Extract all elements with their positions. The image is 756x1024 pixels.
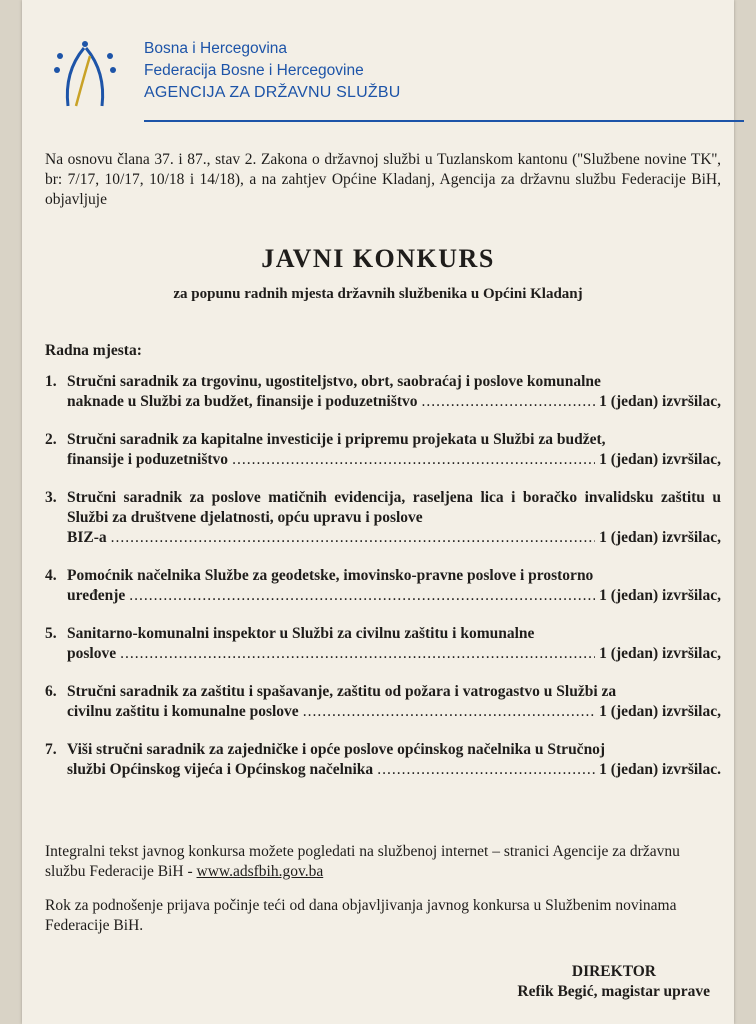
- position-count: 1 (jedan) izvršilac.: [599, 761, 721, 778]
- position-number: 1.: [45, 373, 57, 390]
- dot-leader: [377, 760, 595, 780]
- position-number: 6.: [45, 683, 57, 700]
- position-item: [45, 740, 721, 780]
- agency-line-country: Bosna i Hercegovina: [144, 40, 288, 57]
- position-count: 1 (jedan) izvršilac,: [599, 645, 721, 662]
- position-count: 1 (jedan) izvršilac,: [599, 587, 721, 604]
- position-item: [45, 372, 721, 412]
- agency-header: [44, 28, 734, 123]
- dot-leader: [111, 528, 596, 548]
- position-count: 1 (jedan) izvršilac,: [599, 529, 721, 546]
- deadline-note: Rok za podnošenje prijava počinje teći od dana objavljivanja javnog konkursa u Službenim novinama Federacije BiH.: [45, 897, 677, 934]
- intro-paragraph: Na osnovu člana 37. i 87., stav 2. Zakona o državnoj službi u Tuzlanskom kantonu (''Službene novine TK'', br: 7/17, 10/17, 10/18 i 14/18), a na zahtjev Općine Kladanj, Agencija za državnu službu Federacije BiH, objavljuje: [45, 151, 721, 208]
- agency-name: [144, 38, 401, 104]
- position-title: Stručni saradnik za poslove matičnih evidencija, raseljena lica i boračko invalidsku zaštitu u Službi za društvene djelatnosti, opću upravu i poslove: [67, 489, 721, 526]
- announcement-subtitle: za popunu radnih mjesta državnih službenika u Općini Kladanj: [173, 286, 583, 302]
- position-title-end: poslove: [67, 645, 117, 662]
- position-title-end: naknade u Službi za budžet, finansije i poduzetništvo: [67, 393, 418, 410]
- agency-logo-icon: [54, 36, 116, 118]
- signatory-name: Refik Begić, magistar uprave: [517, 983, 710, 1000]
- position-title: Viši stručni saradnik za zajedničke i opće poslove općinskog načelnika u Stručnoj: [67, 741, 606, 758]
- position-item: [45, 488, 721, 548]
- position-number: 2.: [45, 431, 57, 448]
- full-text-note-text: Integralni tekst javnog konkursa možete pogledati na službenoj internet – stranici Agencije za državnu službu Federacije BiH -: [45, 843, 680, 880]
- signature-block: [517, 962, 710, 1002]
- positions-heading: Radna mjesta:: [45, 342, 142, 359]
- position-number: 5.: [45, 625, 57, 642]
- position-number: 4.: [45, 567, 57, 584]
- announcement-page: [22, 0, 734, 1024]
- agency-line-federation: Federacija Bosne i Hercegovine: [144, 62, 364, 79]
- position-number: 7.: [45, 741, 57, 758]
- position-count: 1 (jedan) izvršilac,: [599, 393, 721, 410]
- dot-leader: [422, 392, 596, 412]
- position-title: Pomoćnik načelnika Službe za geodetske, imovinsko-pravne poslove i prostorno: [67, 567, 594, 584]
- announcement-title: JAVNI KONKURS: [261, 244, 495, 273]
- position-title-end: službi Općinskog vijeća i Općinskog načelnika: [67, 761, 374, 778]
- positions-list: [45, 372, 721, 798]
- position-title-end: BIZ-a: [67, 529, 107, 546]
- position-count: 1 (jedan) izvršilac,: [599, 451, 721, 468]
- position-title: Stručni saradnik za kapitalne investicije i pripremu projekata u Službi za budžet,: [67, 431, 606, 448]
- position-item: [45, 682, 721, 722]
- agency-website-link[interactable]: www.adsfbih.gov.ba: [196, 863, 324, 880]
- signatory-role: DIREKTOR: [571, 963, 656, 980]
- position-title: Sanitarno-komunalni inspektor u Službi za civilnu zaštitu i komunalne: [67, 625, 535, 642]
- dot-leader: [129, 586, 595, 606]
- position-title-end: finansije i poduzetništvo: [67, 451, 229, 468]
- full-text-note: [45, 842, 721, 882]
- position-item: [45, 624, 721, 664]
- position-title: Stručni saradnik za zaštitu i spašavanje, zaštitu od požara i vatrogastvo u Službi za: [67, 683, 617, 700]
- position-title-end: uređenje: [67, 587, 126, 604]
- header-divider: [144, 120, 744, 122]
- dot-leader: [303, 702, 595, 722]
- position-title: Stručni saradnik za trgovinu, ugostiteljstvo, obrt, saobraćaj i poslove komunalne: [67, 373, 601, 390]
- dot-leader: [232, 450, 595, 470]
- position-number: 3.: [45, 489, 57, 506]
- position-item: [45, 566, 721, 606]
- agency-line-agency: AGENCIJA ZA DRŽAVNU SLUŽBU: [144, 84, 401, 101]
- dot-leader: [120, 644, 595, 664]
- position-item: [45, 430, 721, 470]
- position-title-end: civilnu zaštitu i komunalne poslove: [67, 703, 299, 720]
- position-count: 1 (jedan) izvršilac,: [599, 703, 721, 720]
